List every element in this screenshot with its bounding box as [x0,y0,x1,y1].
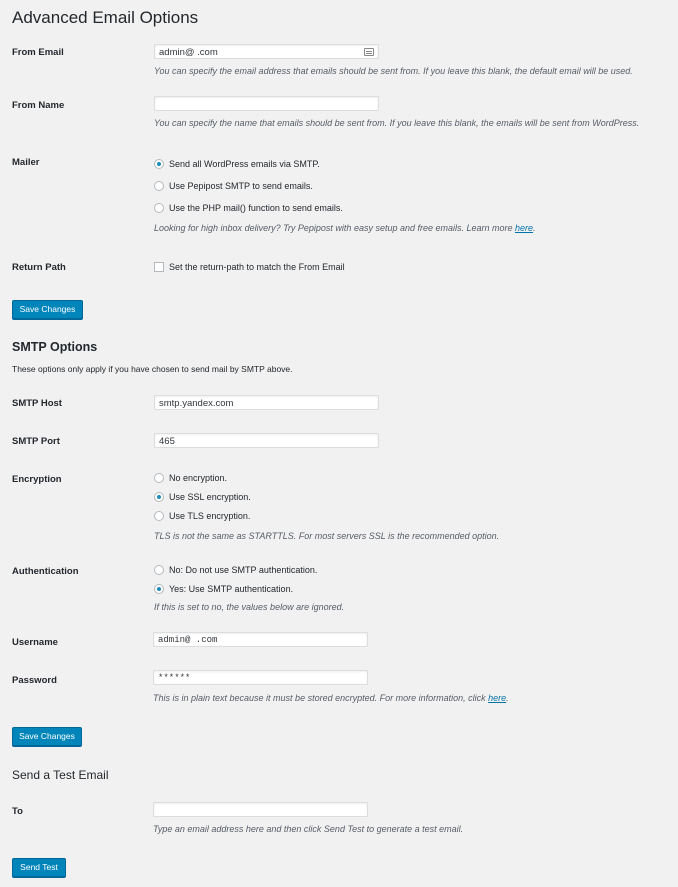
username-field[interactable] [153,632,368,647]
mailer-php-radio[interactable] [154,203,164,213]
auth-no-option[interactable]: No: Do not use SMTP authentication. [169,565,318,575]
test-email-heading: Send a Test Email [12,768,109,782]
mailer-php-option[interactable]: Use the PHP mail() function to send emails. [169,203,343,213]
smtp-port-value: 465 [159,436,175,447]
mailer-pepipost-option[interactable]: Use Pepipost SMTP to send emails. [169,181,313,191]
auth-yes-radio[interactable] [154,584,164,594]
password-description: This is in plain text because it must be stored encrypted. For more information, click here. [153,693,509,703]
smtp-options-heading: SMTP Options [12,340,98,354]
encryption-ssl-radio[interactable] [154,492,164,502]
authentication-description: If this is set to no, the values below are ignored. [154,602,345,612]
smtp-host-field[interactable] [154,395,379,410]
smtp-options-intro: These options only apply if you have chosen to send mail by SMTP above. [12,364,293,374]
smtp-host-value: smtp.yandex.com [159,398,234,409]
from-email-label: From Email [12,47,64,58]
from-name-field[interactable] [154,96,379,111]
username-value: admin@ .com [158,635,218,645]
encryption-none-option[interactable]: No encryption. [169,473,228,483]
auth-no-radio[interactable] [154,565,164,575]
from-name-description: You can specify the name that emails should be sent from. If you leave this blank, the emails will be sent from WordPress. [154,118,640,128]
to-label: To [12,806,23,817]
encryption-tls-radio[interactable] [154,511,164,521]
test-description: Type an email address here and then click Send Test to generate a test email. [153,824,464,834]
from-email-field[interactable] [154,44,379,59]
encryption-ssl-option[interactable]: Use SSL encryption. [169,492,251,502]
page-title: Advanced Email Options [12,8,199,27]
encryption-tls-option[interactable]: Use TLS encryption. [169,511,251,521]
mailer-label: Mailer [12,157,40,168]
mailer-learn-more-link[interactable]: here [515,223,534,233]
from-email-value: admin@ .com [159,47,218,58]
password-field[interactable] [153,670,368,685]
contact-card-icon[interactable] [364,48,374,56]
from-email-description: You can specify the email address that emails should be sent from. If you leave this blank, the default email will be used. [154,66,633,76]
encryption-label: Encryption [12,474,62,485]
test-to-field[interactable] [153,802,368,817]
password-info-link[interactable]: here [488,693,507,703]
username-label: Username [12,637,58,648]
encryption-description: TLS is not the same as STARTTLS. For most servers SSL is the recommended option. [154,531,500,541]
return-path-checkbox-label[interactable]: Set the return-path to match the From Email [169,262,345,272]
return-path-checkbox[interactable] [154,262,164,272]
smtp-port-label: SMTP Port [12,436,60,447]
password-label: Password [12,675,57,686]
mailer-pepipost-radio[interactable] [154,181,164,191]
authentication-label: Authentication [12,566,79,577]
return-path-label: Return Path [12,262,66,273]
send-test-button[interactable]: Send Test [12,858,66,877]
smtp-port-field[interactable] [154,433,379,448]
mailer-smtp-option[interactable]: Send all WordPress emails via SMTP. [169,159,320,169]
smtp-host-label: SMTP Host [12,398,62,409]
mailer-description: Looking for high inbox delivery? Try Pepipost with easy setup and free emails. Learn more here. [154,223,536,233]
auth-yes-option[interactable]: Yes: Use SMTP authentication. [169,584,294,594]
from-name-label: From Name [12,100,65,111]
password-value: ****** [158,673,191,683]
save-changes-button-2[interactable]: Save Changes [12,727,82,746]
save-changes-button[interactable]: Save Changes [12,300,83,319]
encryption-none-radio[interactable] [154,473,164,483]
mailer-smtp-radio[interactable] [154,159,164,169]
